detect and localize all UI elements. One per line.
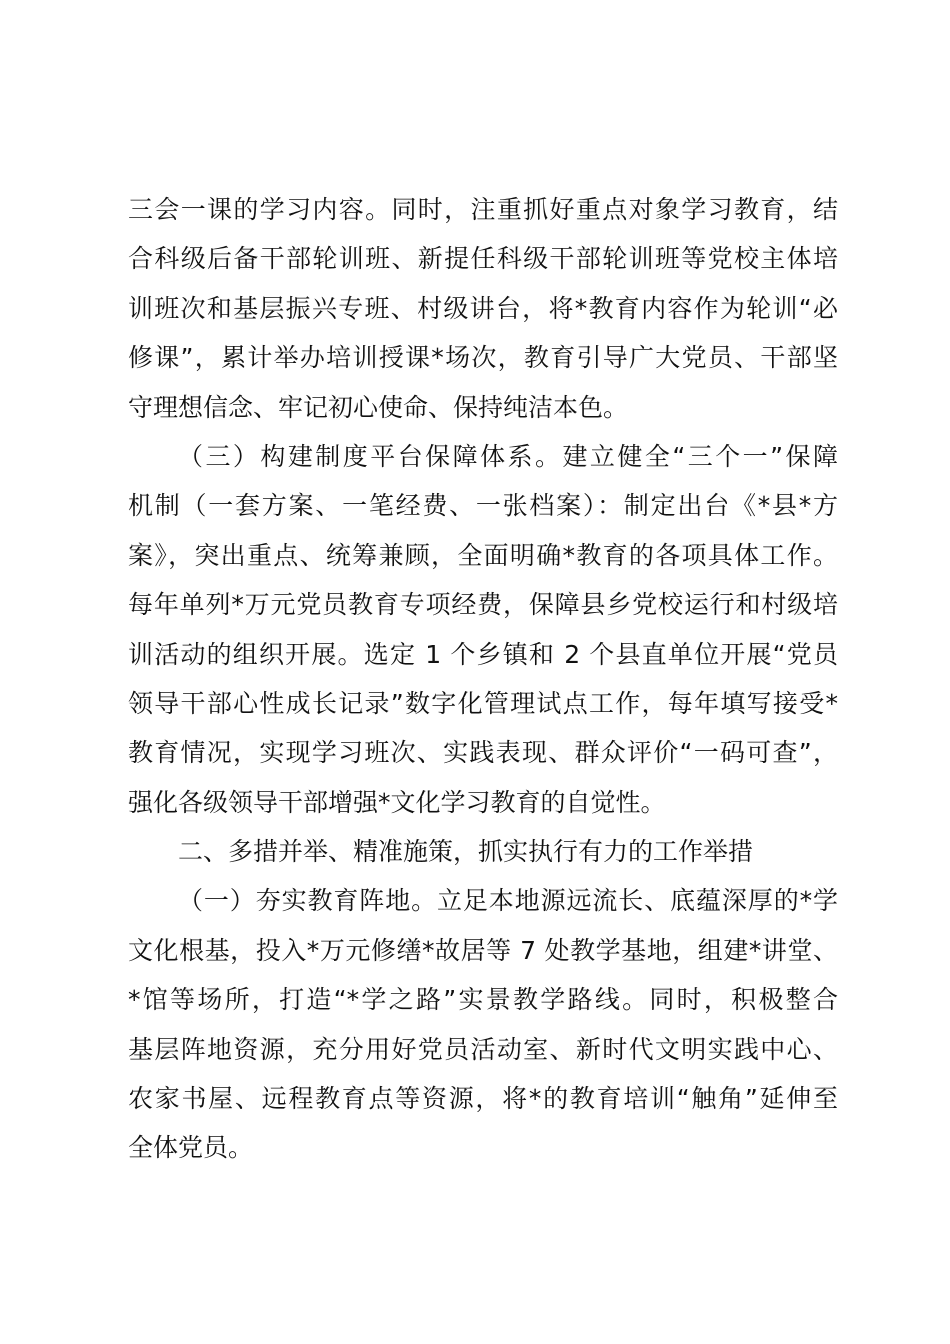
text-line: 机制（一套方案、一笔经费、一张档案）：制定出台《*县*方 [128,491,838,521]
text-line: 修课”，累计举办培训授课*场次，教育引导广大党员、干部坚 [128,343,838,373]
text-line: 教育情况，实现学习班次、实践表现、群众评价“一码可查”， [128,738,838,768]
text-line: 强化各级领导干部增强*文化学习教育的自觉性。 [128,787,666,817]
text-line: 领导干部心性成长记录”数字化管理试点工作，每年填写接受* [128,688,838,718]
text-line: 训活动的组织开展。选定 1 个乡镇和 2 个县直单位开展“党员 [128,639,838,669]
text-line: 守理想信念、牢记初心使命、保持纯洁本色。 [128,392,629,422]
section-heading-line: （一）夯实教育阵地。立足本地源远流长、底蕴深厚的*学 [178,886,838,916]
text-line: *馆等场所，打造“*学之路”实景教学路线。同时，积极整合 [128,985,838,1015]
text-line: 训班次和基层振兴专班、村级讲台，将*教育内容作为轮训“必 [128,293,838,323]
document-body [128,185,838,1173]
text-line: 合科级后备干部轮训班、新提任科级干部轮训班等党校主体培 [128,244,838,274]
section-heading-line: （三）构建制度平台保障体系。建立健全“三个一”保障 [178,441,838,471]
text-line: 全体党员。 [128,1133,254,1163]
text-line: 基层阵地资源，充分用好党员活动室、新时代文明实践中心、 [128,1034,838,1064]
text-line: 农家书屋、远程教育点等资源，将*的教育培训“触角”延伸至 [128,1084,838,1114]
chapter-heading: 二、多措并举、精准施策，抓实执行有力的工作举措 [178,837,754,867]
text-line: 每年单列*万元党员教育专项经费，保障县乡党校运行和村级培 [128,590,838,620]
text-line: 三会一课的学习内容。同时，注重抓好重点对象学习教育，结 [128,195,838,224]
text-line: 案》，突出重点、统筹兼顾，全面明确*教育的各项具体工作。 [128,540,838,570]
text-line: 文化根基，投入*万元修缮*故居等 7 处教学基地，组建*讲堂、 [128,935,838,965]
